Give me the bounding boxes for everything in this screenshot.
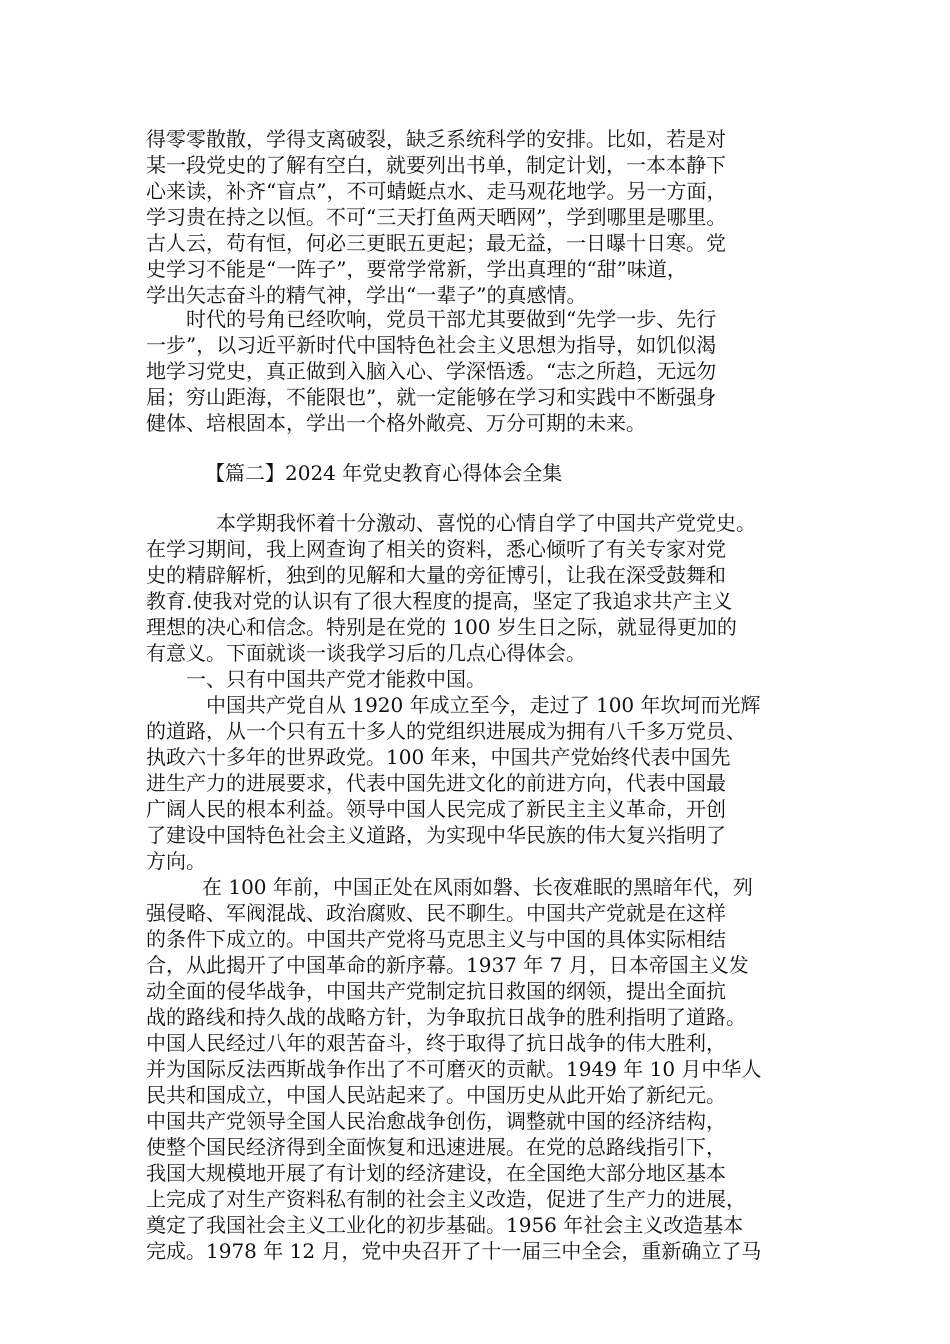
body-line: 教育.使我对党的认识有了很大程度的提高，坚定了我追求共产主义 bbox=[146, 589, 733, 613]
body-line: 中国共产党领导全国人民治愈战争创伤，调整就中国的经济结构， bbox=[146, 1109, 726, 1133]
body-line: 方向。 bbox=[146, 849, 206, 873]
body-line: 奠定了我国社会主义工业化的初步基础。1956 年社会主义改造基本 bbox=[146, 1213, 744, 1237]
body-line: 理想的决心和信念。特别是在党的 100 岁生日之际，就显得更加的 bbox=[146, 615, 737, 639]
body-line: 民共和国成立，中国人民站起来了。中国历史从此开始了新纪元。 bbox=[146, 1083, 726, 1107]
body-line: 动全面的侵华战争，中国共产党制定抗日救国的纲领，提出全面抗 bbox=[146, 979, 726, 1003]
body-line: 合，从此揭开了中国革命的新序幕。1937 年 7 月，日本帝国主义发 bbox=[146, 953, 749, 977]
body-line: 的条件下成立的。中国共产党将马克思主义与中国的具体实际相结 bbox=[146, 927, 726, 951]
body-line: 史的精辟解析，独到的见解和大量的旁征博引，让我在深受鼓舞和 bbox=[146, 563, 726, 587]
body-line: 我国大规模地开展了有计划的经济建设，在全国绝大部分地区基本 bbox=[146, 1161, 726, 1185]
body-line: 在学习期间，我上网查询了相关的资料，悉心倾听了有关专家对党 bbox=[146, 537, 726, 561]
body-line: 的道路，从一个只有五十多人的党组织进展成为拥有八千多万党员、 bbox=[146, 719, 746, 743]
body-line: 进生产力的进展要求，代表中国先进文化的前进方向，代表中国最 bbox=[146, 771, 726, 795]
body-line: 得零零散散，学得支离破裂，缺乏系统科学的安排。比如，若是对 bbox=[146, 127, 726, 151]
body-line: 广阔人民的根本利益。领导中国人民完成了新民主主义革命，开创 bbox=[146, 797, 726, 821]
body-line: 学出矢志奋斗的精气神，学出“一辈子”的真感情。 bbox=[146, 283, 587, 307]
body-line: 战的路线和持久战的战略方针，为争取抗日战争的胜利指明了道路。 bbox=[146, 1005, 746, 1029]
body-line: 学习贵在持之以恒。不可“三天打鱼两天晒网”，学到哪里是哪里。 bbox=[146, 205, 727, 229]
subheading: 一、只有中国共产党才能救中国。 bbox=[186, 667, 486, 691]
body-line: 完成。1978 年 12 月，党中央召开了十一届三中全会，重新确立了马 bbox=[146, 1239, 762, 1263]
body-line: 心来读，补齐“盲点”，不可蜻蜓点水、走马观花地学。另一方面， bbox=[146, 179, 727, 203]
body-line: 执政六十多年的世界政党。100 年来，中国共产党始终代表中国先 bbox=[146, 745, 731, 769]
body-line: 地学习党史，真正做到入脑入心、学深悟透。“志之所趋，无远勿 bbox=[146, 359, 717, 383]
body-line: 在 100 年前，中国正处在风雨如磐、长夜难眠的黑暗年代，列 bbox=[202, 875, 753, 899]
body-line: 某一段党史的了解有空白，就要列出书单，制定计划，一本本静下 bbox=[146, 153, 726, 177]
body-line: 上完成了对生产资料私有制的社会主义改造，促进了生产力的进展， bbox=[146, 1187, 746, 1211]
body-line: 一步”，以习近平新时代中国特色社会主义思想为指导，如饥似渴 bbox=[146, 333, 717, 357]
body-line: 中国共产党自从 1920 年成立至今，走过了 100 年坎坷而光辉 bbox=[206, 693, 761, 717]
section-heading: 【篇二】2024 年党史教育心得体会全集 bbox=[205, 461, 563, 485]
body-line: 时代的号角已经吹响，党员干部尤其要做到“先学一步、先行 bbox=[186, 307, 717, 331]
body-line: 古人云，苟有恒，何必三更眠五更起；最无益，一日曝十日寒。党 bbox=[146, 231, 726, 255]
body-line: 史学习不能是“一阵子”，要常学常新，学出真理的“甜”味道， bbox=[146, 257, 687, 281]
body-line: 中国人民经过八年的艰苦奋斗，终于取得了抗日战争的伟大胜利， bbox=[146, 1031, 726, 1055]
body-line: 强侵略、军阀混战、政治腐败、民不聊生。中国共产党就是在这样 bbox=[146, 901, 726, 925]
body-line: 了建设中国特色社会主义道路，为实现中华民族的伟大复兴指明了 bbox=[146, 823, 726, 847]
body-line: 健体、培根固本，学出一个格外敞亮、万分可期的未来。 bbox=[146, 411, 646, 435]
body-line: 本学期我怀着十分激动、喜悦的心情自学了中国共产党党史。 bbox=[216, 511, 756, 535]
body-line: 届；穷山距海，不能限也”，就一定能够在学习和实践中不断强身 bbox=[146, 385, 717, 409]
body-line: 使整个国民经济得到全面恢复和迅速进展。在党的总路线指引下， bbox=[146, 1135, 726, 1159]
body-line: 有意义。下面就谈一谈我学习后的几点心得体会。 bbox=[146, 641, 586, 665]
body-line: 并为国际反法西斯战争作出了不可磨灭的贡献。1949 年 10 月中华人 bbox=[146, 1057, 762, 1081]
